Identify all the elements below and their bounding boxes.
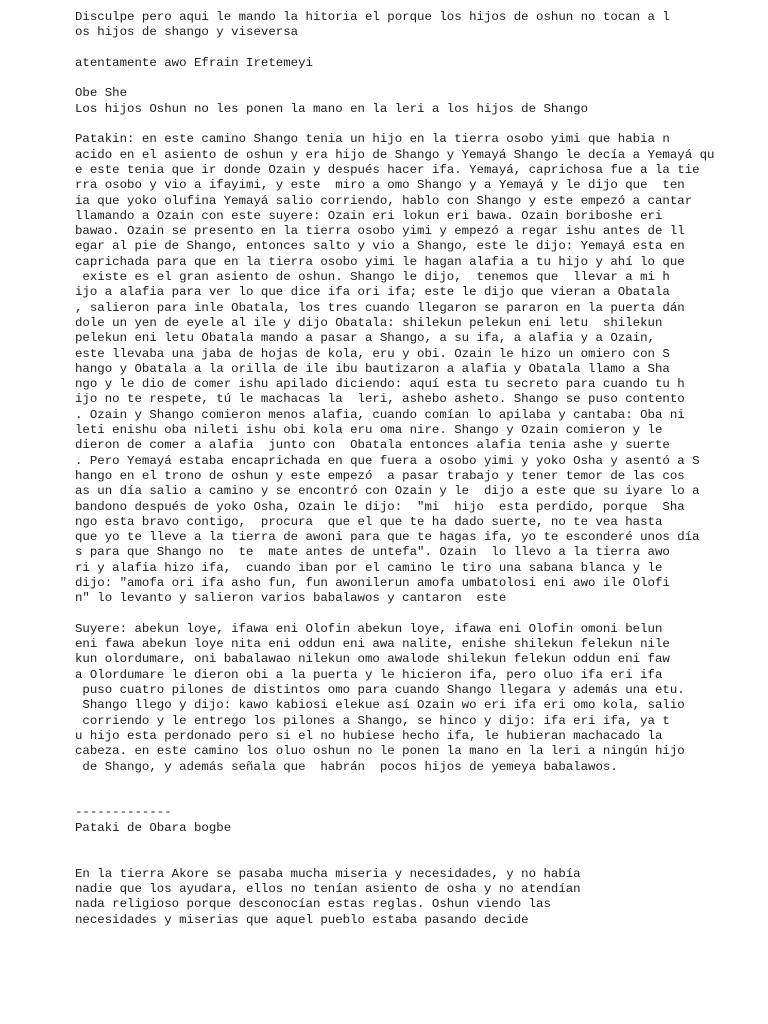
paragraph (75, 867, 765, 928)
text-line: corriendo y le entrego los pilones a Shango, se hinco y dijo: ifa eri ifa, ya t (75, 713, 670, 728)
paragraph-spacer (75, 790, 765, 805)
text-line: ijo a alafia para ver lo que dice ifa ori ifa; este le dijo que vieran a Obatala (75, 285, 670, 300)
text-line: ------------- (75, 805, 172, 820)
text-line: leti enishu oba nileti ishu obi kola eru oma nire. Shango y Ozain comieron y le (75, 423, 663, 438)
text-line: atentamente awo Efrain Iretemeyi (75, 55, 313, 70)
document-body (75, 10, 765, 943)
text-line: nadie que los ayudara, ellos no tenían asiento de osha y no atendían (75, 881, 581, 896)
text-line: pelekun eni letu Obatala mando a pasar a Shango, a su ifa, a alafia y a Ozain, (75, 331, 655, 346)
text-line: dijo: "amofa ori ifa asho fun, fun awonilerun amofa umbatolosi eni awo ile Olofi (75, 575, 670, 590)
text-line: ijo no te respete, tú le machacas la leri, ashebo asheto. Shango se puso contento (75, 392, 685, 407)
text-line: dole un yen de eyele al ile y dijo Obatala: shilekun pelekun eni letu shilekun (75, 315, 663, 330)
text-line: necesidades y miserias que aquel pueblo estaba pasando decide (75, 912, 529, 927)
text-line: os hijos de shango y viseversa (75, 25, 299, 40)
text-line: ri y alafia hizo ifa, cuando iban por el camino le tiro una sabana blanca y le (75, 560, 663, 575)
text-line: n" lo levanto y salieron varios babalawos y cantaron este (75, 591, 507, 606)
text-line: llamando a Ozain con este suyere: Ozain eri lokun eri bawa. Ozain boriboshe eri (75, 208, 663, 223)
text-line: Shango llego y dijo: kawo kabiosi elekue así Ozain wo eri ifa eri omo kola, salio (75, 698, 685, 713)
paragraph (75, 805, 765, 836)
text-line: puso cuatro pilones de distintos omo para cuando Shango llegara y además una etu. (75, 683, 685, 698)
text-line: a Olordumare le dieron obi a la puerta y le hicieron ifa, pero oluo ifa eri ifa (75, 667, 663, 682)
text-line: de Shango, y además señala que habrán pocos hijos de yemeya babalawos. (75, 759, 618, 774)
text-line: rra osobo y vio a ifayimi, y este miro a omo Shango y a Yemayá y le dijo que ten (75, 178, 685, 193)
paragraph (75, 132, 765, 606)
text-line: s para que Shango no te mate antes de untefa". Ozain lo llevo a la tierra awo (75, 545, 670, 560)
text-line: bawao. Ozain se presento en la tierra osobo yimi y empezó a regar ishu antes de ll (75, 224, 685, 239)
text-line: . Pero Yemayá estaba encaprichada en que fuera a osobo yimi y yoko Osha y asentó a S (75, 453, 700, 468)
text-line: que yo te lleve a la tierra de awoni para que te hagas ifa, yo te esconderé unos día (75, 530, 700, 545)
text-line: . Ozain y Shango comieron menos alafia, cuando comían lo apilaba y cantaba: Oba ni (75, 407, 685, 422)
text-line: hango en el trono de oshun y este empezó a pasar trabajo y tener temor de las cos (75, 468, 685, 483)
text-line: Suyere: abekun loye, ifawa eni Olofin abekun loye, ifawa eni Olofin omoni belun (75, 621, 663, 636)
text-line: cabeza. en este camino los oluo oshun no le ponen la mano en la leri a ningún hijo (75, 744, 685, 759)
text-line: egar al pie de Shango, entonces salto y vio a Shango, este le dijo: Yemayá esta en (75, 239, 685, 254)
text-line: eni fawa abekun loye nita eni oddun eni awa nalite, enishe shilekun felekun nile (75, 637, 670, 652)
paragraph (75, 56, 765, 71)
text-line: Los hijos Oshun no les ponen la mano en la leri a los hijos de Shango (75, 101, 589, 116)
paragraph-spacer (75, 851, 765, 866)
text-line: Patakin: en este camino Shango tenia un hijo en la tierra osobo yimi que habia n (75, 132, 670, 147)
text-line: e este tenia que ir donde Ozain y después hacer ifa. Yemayá, caprichosa fue a la tie (75, 162, 700, 177)
text-line: u hijo esta perdonado pero si el no hubiese hecho ifa, le hubieran machacado la (75, 728, 663, 743)
text-line: Obe She (75, 86, 128, 101)
text-line: bandono después de yoko Osha, Ozain le dijo: "mi hijo esta perdido, porque Sha (75, 499, 685, 514)
paragraph (75, 10, 765, 41)
text-line: caprichada para que en la tierra osobo yimi le hagan alafia a tu hijo y ahí lo que (75, 254, 685, 269)
text-line: nada religioso porque desconocían estas reglas. Oshun viendo las (75, 897, 551, 912)
text-line: ngo y le dio de comer ishu apilado diciendo: aquí esta tu secreto para cuando tu h (75, 377, 685, 392)
text-line: ia que yoko olufina Yemayá salio corriendo, hablo con Shango y este empezó a cantar (75, 193, 693, 208)
paragraph (75, 622, 765, 775)
text-line: dieron de comer a alafia junto con Obatala entonces alafia tenia ashe y suerte (75, 438, 670, 453)
text-line: existe es el gran asiento de oshun. Shango le dijo, tenemos que llevar a mi h (75, 270, 670, 285)
text-line: En la tierra Akore se pasaba mucha miseria y necesidades, y no había (75, 866, 581, 881)
text-line: kun olordumare, oni babalawao nilekun omo awalode shilekun felekun oddun eni faw (75, 652, 670, 667)
text-line: as un día salio a camino y se encontró con Ozain y le dijo a este que su iyare lo a (75, 484, 700, 499)
text-line: ngo esta bravo contigo, procura que el que te ha dado suerte, no te vea hasta (75, 514, 663, 529)
text-line: acido en el asiento de oshun y era hijo de Shango y Yemayá Shango le decía a Yemayá qu (75, 147, 715, 162)
text-line: este llevaba una jaba de hojas de kola, eru y obi. Ozain le hizo un omiero con S (75, 346, 670, 361)
text-line: Pataki de Obara bogbe (75, 820, 232, 835)
text-line: , salieron para inle Obatala, los tres cuando llegaron se pararon en la puerta dán (75, 300, 685, 315)
text-line: hango y Obatala a la orilla de ile ibu bautizaron a alafia y Obatala llamo a Sha (75, 361, 670, 376)
text-line: Disculpe pero aqui le mando la hitoria el porque los hijos de oshun no tocan a l (75, 10, 670, 24)
paragraph (75, 86, 765, 117)
